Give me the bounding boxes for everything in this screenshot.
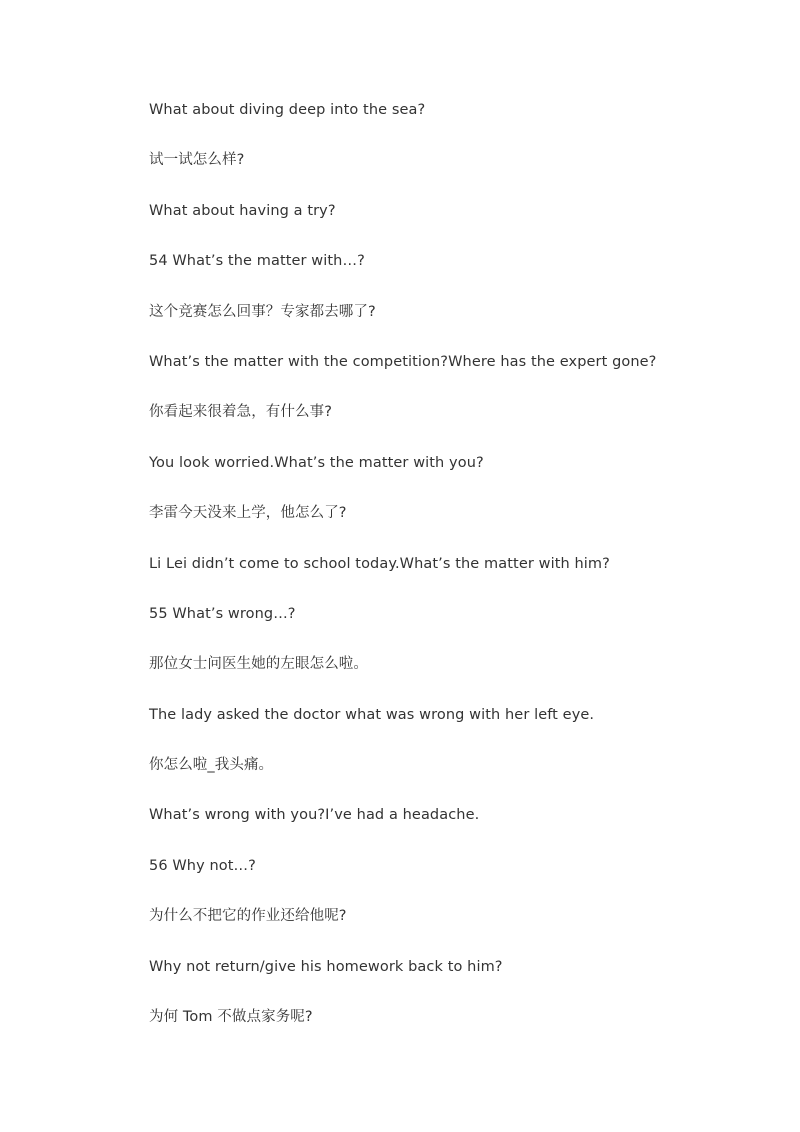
text-line: Why not return/give his homework back to him? <box>149 958 503 975</box>
section-heading: 56 Why not…? <box>149 857 256 874</box>
text-line: 那位女士问医生她的左眼怎么啦。 <box>149 656 368 673</box>
text-line: 为什么不把它的作业还给他呢? <box>149 908 347 925</box>
text-line: You look worried.What’s the matter with you? <box>149 454 484 471</box>
section-heading: 54 What’s the matter with…? <box>149 253 365 270</box>
text-line: 李雷今天没来上学，他怎么了? <box>149 505 347 522</box>
text-line: What about diving deep into the sea? <box>149 102 426 118</box>
text-line: The lady asked the doctor what was wrong with her left eye. <box>149 706 595 723</box>
text-line: What about having a try? <box>149 202 336 219</box>
text-line: 你怎么啦_我头痛。 <box>149 757 274 774</box>
text-line: 你看起来很着急，有什么事? <box>149 404 332 421</box>
text-line: What’s wrong with you?I’ve had a headache. <box>149 807 480 824</box>
document-body <box>149 100 769 1057</box>
text-line: Li Lei didn’t come to school today.What’s the matter with him? <box>149 555 610 572</box>
text-line: 试一试怎么样? <box>149 152 245 169</box>
text-line: 这个竞赛怎么回事？专家都去哪了? <box>149 303 376 320</box>
text-line: What’s the matter with the competition?Where has the expert gone? <box>149 353 657 370</box>
section-heading: 55 What’s wrong…? <box>149 605 296 622</box>
text-line: 为何 Tom 不做点家务呢? <box>149 1009 313 1026</box>
